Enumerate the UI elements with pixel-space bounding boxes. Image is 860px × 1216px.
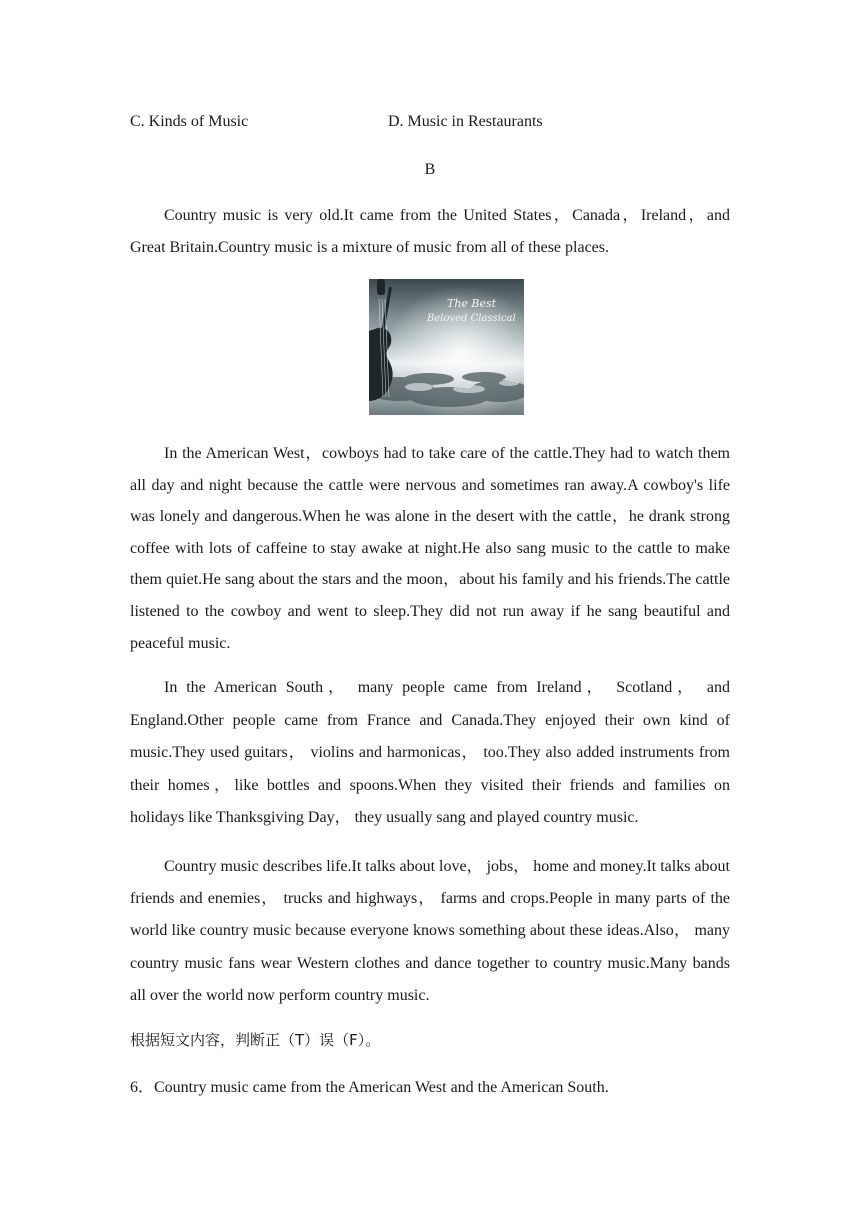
- album-cover-image: [369, 279, 524, 415]
- question-6: 6．Country music came from the American West and the American South.: [130, 1079, 609, 1096]
- paragraph-intro: Country music is very old.It came from the United States，Canada，Ireland，and Great Britain.Country music is a mixture of music from all of these places.: [130, 207, 730, 256]
- instruction-text: 根据短文内容，判断正（T）误（F）。: [130, 1031, 381, 1049]
- paragraph-describes-life: Country music describes life.It talks about love， jobs， home and money.It talks about friends and enemies， trucks and highways， farms and crops.People in many parts of the world like country music because everyone knows something about these ideas.Also， many country music fans wear Western clothes and dance together to country music.Many bands all over the world now perform country music.: [130, 858, 730, 1004]
- album-title-line1: The Best: [447, 297, 497, 310]
- option-c: C. Kinds of Music: [130, 113, 249, 130]
- document-page: [130, 0, 730, 1216]
- album-title-line2: Beloved Classical: [427, 313, 516, 324]
- paragraph-american-west: In the American West，cowboys had to take care of the cattle.They had to watch them all day and night because the cattle were nervous and sometimes ran away.A cowboy's life was lonely and dangerous.When he was alone in the desert with the cattle，he drank strong coffee with lots of caffeine to stay awake at night.He also sang music to the cattle to make them quiet.He sang about the stars and the moon，about his family and his friends.The cattle listened to the cowboy and went to sleep.They did not run away if he sang beautiful and peaceful music.: [130, 445, 730, 652]
- option-d: D. Music in Restaurants: [388, 113, 543, 130]
- paragraph-american-south: In the American South， many people came from Ireland， Scotland， and England.Other people came from France and Canada.They enjoyed their own kind of music.They used guitars， violins and harmonicas， too.They also added instruments from their homes，like bottles and spoons.When they visited their friends and families on holidays like Thanksgiving Day， they usually sang and played country music.: [130, 679, 730, 826]
- section-heading: B: [424, 161, 436, 178]
